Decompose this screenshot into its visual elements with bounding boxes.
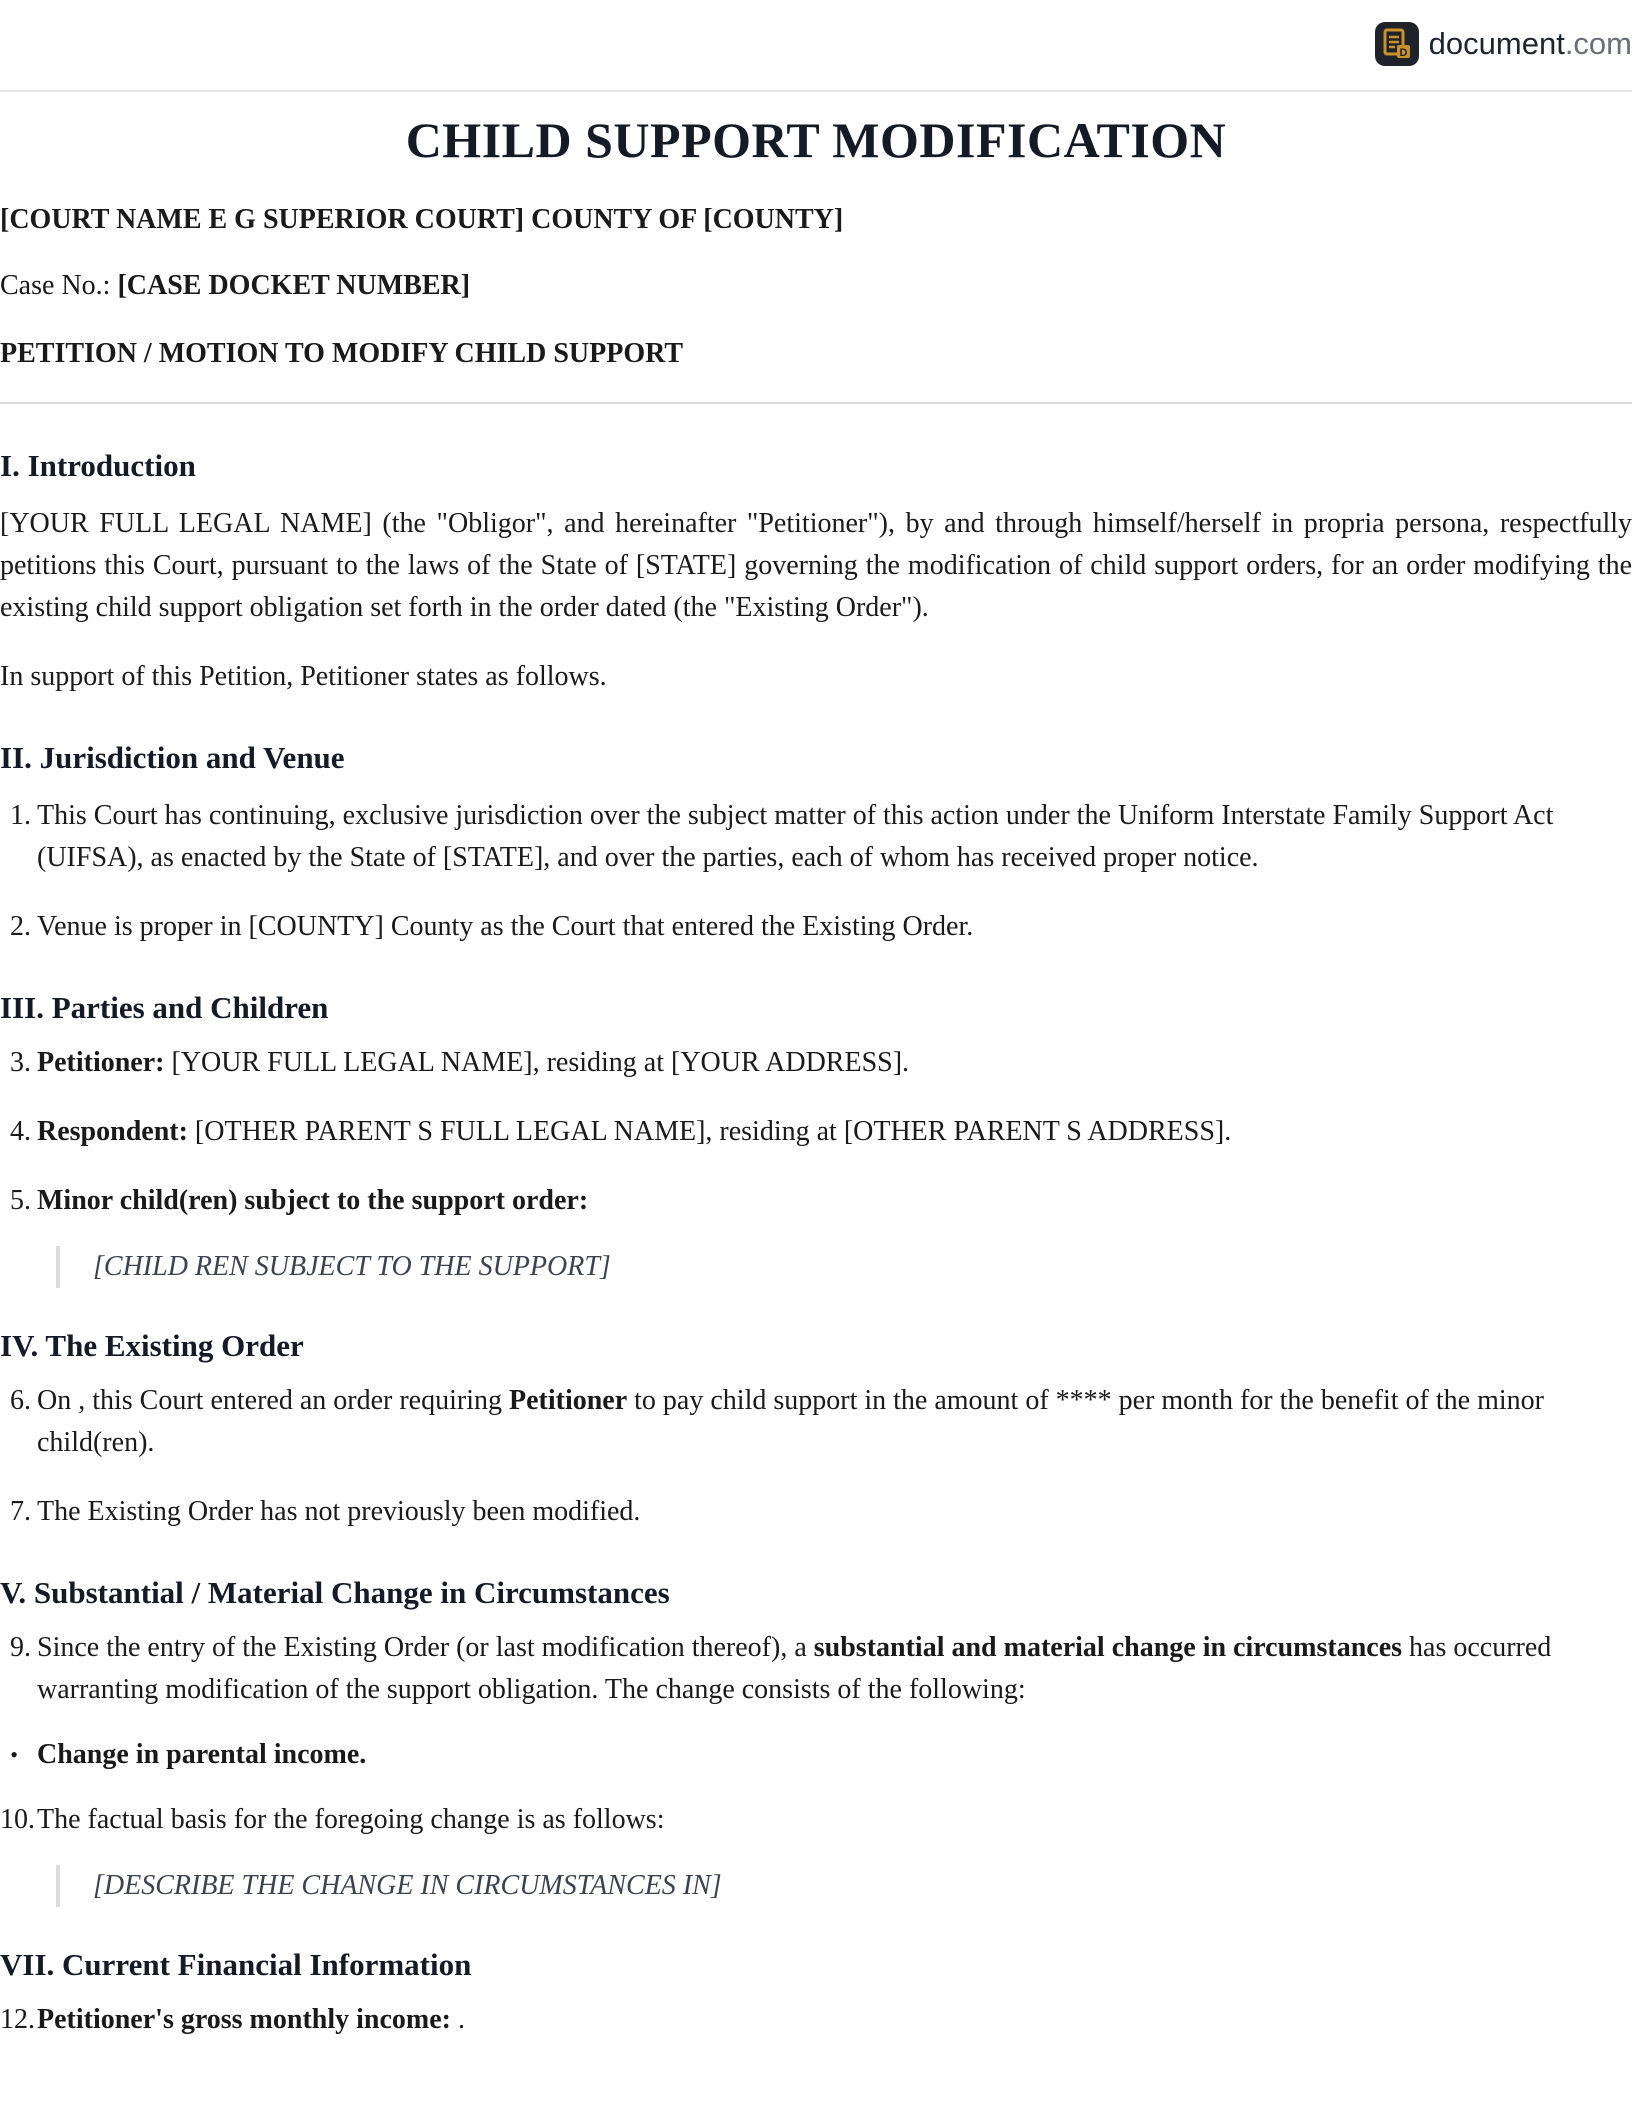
children-placeholder-quote: [CHILD REN SUBJECT TO THE SUPPORT]	[56, 1246, 1632, 1288]
brand-name-main: document	[1428, 26, 1565, 61]
case-number	[0, 266, 1632, 306]
list-item-text-a: Since the entry of the Existing Order (or last modification thereof), a	[37, 1632, 814, 1663]
list-number: 4.	[10, 1116, 31, 1147]
list-item-10	[0, 1799, 1632, 1841]
respondent-text: [OTHER PARENT S FULL LEGAL NAME], residing at [OTHER PARENT S ADDRESS].	[187, 1116, 1232, 1147]
list-item-6	[0, 1380, 1632, 1464]
list-item-text: This Court has continuing, exclusive jurisdiction over the subject matter of this action under the Uniform Interstate Family Support Act (UIFSA), as enacted by the State of [STATE], and over the parties, each of whom has received proper notice.	[37, 800, 1554, 873]
list-number: 3.	[10, 1047, 31, 1078]
list-item-text-a: On , this Court entered an order requiring	[37, 1385, 509, 1416]
gross-income-label: Petitioner's gross monthly income:	[37, 2004, 451, 2035]
list-item-2	[0, 906, 1632, 948]
brand[interactable]	[1375, 22, 1632, 66]
petition-title: PETITION / MOTION TO MODIFY CHILD SUPPORT	[0, 338, 684, 369]
section-heading-jurisdiction: II. Jurisdiction and Venue	[0, 740, 345, 775]
court-line: [COURT NAME E G SUPERIOR COURT] COUNTY OF [COUNTY]	[0, 204, 844, 235]
petitioner-emphasis: Petitioner	[508, 1385, 628, 1416]
section-heading-parties: III. Parties and Children	[0, 990, 329, 1025]
list-item-1	[0, 795, 1632, 879]
list-number: 10.	[0, 1804, 35, 1835]
bullet-text: Change in parental income.	[37, 1739, 367, 1770]
list-number: 12.	[0, 2004, 35, 2035]
list-item-4	[0, 1111, 1632, 1153]
introduction-paragraph: [YOUR FULL LEGAL NAME] (the "Obligor", and hereinafter "Petitioner"), by and through himself/herself in propria persona, respectfully petitions this Court, pursuant to the laws of the State of [STATE] governing the modification of child support orders, for an order modifying the existing child support obligation set forth in the order dated (the "Existing Order").	[0, 508, 1632, 623]
introduction-closing: In support of this Petition, Petitioner states as follows.	[0, 661, 607, 692]
list-number: 9.	[10, 1632, 31, 1663]
list-item-text: The Existing Order has not previously been modified.	[37, 1496, 641, 1527]
change-placeholder-quote: [DESCRIBE THE CHANGE IN CIRCUMSTANCES IN]	[56, 1865, 1632, 1907]
case-number-label: Case No.:	[0, 270, 111, 301]
document-logo-icon	[1375, 22, 1419, 66]
change-emphasis: substantial and material change in circumstances	[813, 1632, 1403, 1663]
bullet-mark: •	[10, 1742, 18, 1767]
list-item-9	[0, 1627, 1632, 1711]
list-item-text-b: has occurred warranting modification of the support obligation. The change consists of the following:	[37, 1632, 1552, 1705]
bullet-item	[0, 1734, 1632, 1776]
list-number: 5.	[10, 1185, 31, 1216]
list-item-text-b: to pay child support in the amount of **** per month for the benefit of the minor child(ren).	[37, 1385, 1544, 1458]
divider	[0, 402, 1632, 404]
list-item-text: Venue is proper in [COUNTY] County as the Court that entered the Existing Order.	[37, 911, 974, 942]
section-heading-financial-information: VII. Current Financial Information	[0, 1947, 472, 1982]
list-number: 6.	[10, 1385, 31, 1416]
gross-income-value: .	[450, 2004, 465, 2035]
list-number: 2.	[10, 911, 31, 942]
brand-name	[1429, 26, 1632, 62]
case-number-value: [CASE DOCKET NUMBER]	[117, 270, 471, 301]
document-body	[0, 92, 1632, 2041]
svg-text:D: D	[1399, 47, 1408, 59]
list-item-5	[0, 1180, 1632, 1222]
list-number: 7.	[10, 1496, 31, 1527]
list-number: 1.	[10, 800, 31, 831]
list-item-7	[0, 1491, 1632, 1533]
top-bar	[0, 0, 1632, 92]
brand-name-tld: .com	[1564, 26, 1632, 61]
section-heading-change-in-circumstances: V. Substantial / Material Change in Circumstances	[0, 1575, 670, 1610]
list-item-3	[0, 1042, 1632, 1084]
petitioner-label: Petitioner:	[37, 1047, 165, 1078]
section-heading-introduction: I. Introduction	[0, 448, 196, 483]
document-title: CHILD SUPPORT MODIFICATION	[405, 112, 1227, 168]
minor-children-label: Minor child(ren) subject to the support order:	[37, 1185, 589, 1216]
list-item-text: The factual basis for the foregoing change is as follows:	[37, 1804, 665, 1835]
section-heading-existing-order: IV. The Existing Order	[0, 1328, 304, 1363]
list-item-12	[0, 1999, 1632, 2041]
respondent-label: Respondent:	[37, 1116, 188, 1147]
petitioner-text: [YOUR FULL LEGAL NAME], residing at [YOUR ADDRESS].	[164, 1047, 910, 1078]
